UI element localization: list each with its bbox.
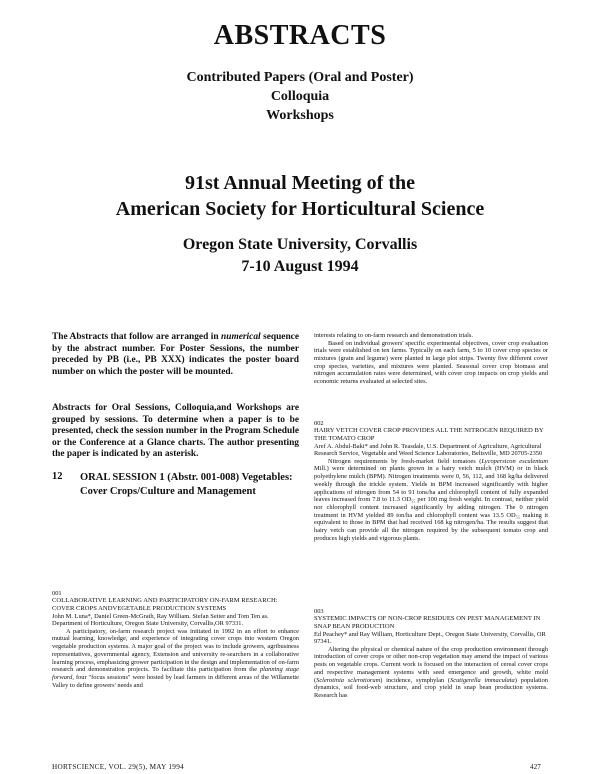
meeting-title-line2: American Society for Horticultural Science — [115, 198, 485, 220]
abstract-number: 003 — [314, 608, 324, 615]
abstract-body — [314, 458, 548, 543]
abstract-001 — [52, 590, 299, 689]
abstract-title: COLLABORATIVE LEARNING AND PARTICIPATORY ON-FARM RESEARCH: COVER CROPS ANDVEGETABLE PRODUCTION SYSTEMS — [52, 597, 278, 612]
session-number: 12 — [52, 471, 63, 482]
abstract-body-end: Mill.) were determined on plants grown in a hairy vetch mulch (HVM) or in black polyethylene mulch (BPM). Nitrogen treatments were 0, 56, 112, and 168 kg/ha delivered weekly through the trickle system. Yields in BPM increased significantly with higher applications of nitrogen from 54 to 91 tons/ha and chlorophyll content of fully expanded leaves increased from 7.8 to 11.3 OD₅₅ per 100 mg fresh weight. In contrast, neither yield nor chlorophyll content increased significantly by adding nitrogen. The 0 nitrogen treatment in HVM yielded 89 ton/ha and chlorophyll content was 13.5 OD₅₅ making it equivalent to those in BPM that had received 168 kg nitrogen/ha. The results suggest that hairy vetch can provide all the nitrogen required by the subsequent tomato crop and produces high yields and vigorous plants. — [314, 465, 548, 542]
abstract-title: SYSTEMIC IMPACTS OF NON-CROP RESIDUES ON PEST MANAGEMENT IN SNAP BEAN PRODUCTION — [314, 615, 541, 630]
abstract-body-emphasis: Lycopersicon esculentum — [481, 457, 548, 465]
abstract-authors: Aref A. Abdul-Baki* and John R. Teasdale, U.S. Department of Agriculture, Agricultural Research Service, Vegetable and Weed Science Laboratories, Beltsville, MD 20705-2350 — [314, 442, 543, 458]
abstract-continuation-line: interests relating to on-farm research and demonstration trials. — [314, 332, 474, 339]
meeting-dates: 7-10 August 1994 — [241, 258, 359, 275]
footer-journal: HORTSCIENCE, VOL. 29(5), MAY 1994 — [52, 763, 184, 771]
abstract-003 — [314, 608, 548, 700]
abstract-body-emphasis: planning stage forward — [52, 666, 300, 681]
intro-p1-start: The Abstracts that follow are arranged in — [52, 332, 222, 342]
abstract-authors: John M. Luna*, Daniel Green-McGrath, Ray William. Stefan Seiter and Tom Ten as. Department of Horticulture, Oregon State University, Corvallis,OR 97331. — [52, 612, 269, 628]
subtitle-colloquia: Colloquia — [270, 89, 330, 104]
abstract-body-end: , four "focus sessions" were hosted by lead farmers in different areas of the Willamette Valley to define growers' needs and — [52, 674, 299, 689]
intro-paragraph-2: Abstracts for Oral Sessions, Colloquia,and Workshops are grouped by sessions. To determine when a paper is to be presented, check the session number in the Program Schedule or the Conference at a Glance charts. The author presenting the paper is indicated by an asterisk. — [52, 403, 299, 460]
abstract-body-start: Altering the physical or chemical nature of the crop production environment through introduction of cover crops or other non-crop vegetation may amend the impact of various pests on vegetable crops. Current work is focused on the interaction of cereal cover crops and respective management systems with seed emergence and growth, white mold ( — [314, 645, 548, 684]
abstract-body-emphasis: Sclerotinia sclerotiorum — [316, 676, 381, 684]
abstract-number: 001 — [52, 590, 62, 597]
abstract-number: 002 — [314, 420, 324, 427]
abstract-continuation-body: Based on individual growers' specific experimental objectives, cover crop evaluation trials were established on ten farms. Typically on each farm, 5 to 10 cover crop species or mixtures (grain and legume) were planted in large plot strips. Twenty five different cover crop species, varieties, and mixtures were planted. Seasonal cover crop biomass and nitrogen accumulation rates were determined, with cover crop impacts on crop yields and economic returns evaluated at selected sites. — [314, 339, 548, 386]
masthead-title: ABSTRACTS — [213, 20, 387, 51]
abstract-body — [52, 628, 299, 690]
abstract-body — [314, 646, 548, 700]
abstract-body-end: ) population dynamics, soil food-web structure, and crop yield in snap bean production systems. Research has — [314, 676, 549, 699]
abstract-body-mid: ) incidence, symphylan ( — [380, 676, 451, 684]
abstract-001-continued — [314, 332, 548, 386]
meeting-title-line1: 91st Annual Meeting of the — [185, 172, 415, 194]
abstract-002 — [314, 420, 548, 543]
abstract-body-start: A participatory, on-farm research project was initiated in 1992 in an effort to enhance mutual learning, knowledge, and experience of integrating cover crops into western Oregon vegetable production systems. A major goal of the project was to include growers, agribusiness representatives, governmental agency, Extension and university re-searchers in a collaborative learning process, emphasizing grower participation in the design and implementation of on-farm research and demonstration projects. To facilitate this participation from the — [52, 627, 299, 674]
footer-page-number: 427 — [530, 763, 541, 771]
subtitle-contributed-papers: Contributed Papers (Oral and Poster) — [186, 70, 414, 85]
intro-p1-end: sequence by the abstract number. For Poster Sessions, the number preceded by PB (i.e., PB XXX) indicates the poster board number on which the poster will be mounted. — [52, 332, 300, 377]
session-title: ORAL SESSION 1 (Abstr. 001-008) Vegetables: Cover Crops/Culture and Management — [80, 472, 293, 497]
intro-paragraph-1 — [52, 332, 299, 378]
abstract-authors: Ed Peachey* and Ray William, Horticulture Dept., Oregon State University, Corvallis, OR 97341. — [314, 630, 546, 646]
subtitle-workshops: Workshops — [266, 108, 334, 123]
abstract-title: HAIRY VETCH COVER CROP PROVIDES ALL THE NITROGEN REQUIRED BY THE TOMATO CROP — [314, 427, 544, 442]
meeting-venue: Oregon State University, Corvallis — [182, 236, 418, 253]
intro-p1-emphasis: numerical — [221, 332, 261, 342]
abstract-body-start: Nitrogen requirements by fresh-market field tomatoes ( — [328, 457, 482, 465]
abstract-body-emphasis-2: Scutigerella immaculata — [450, 676, 515, 684]
